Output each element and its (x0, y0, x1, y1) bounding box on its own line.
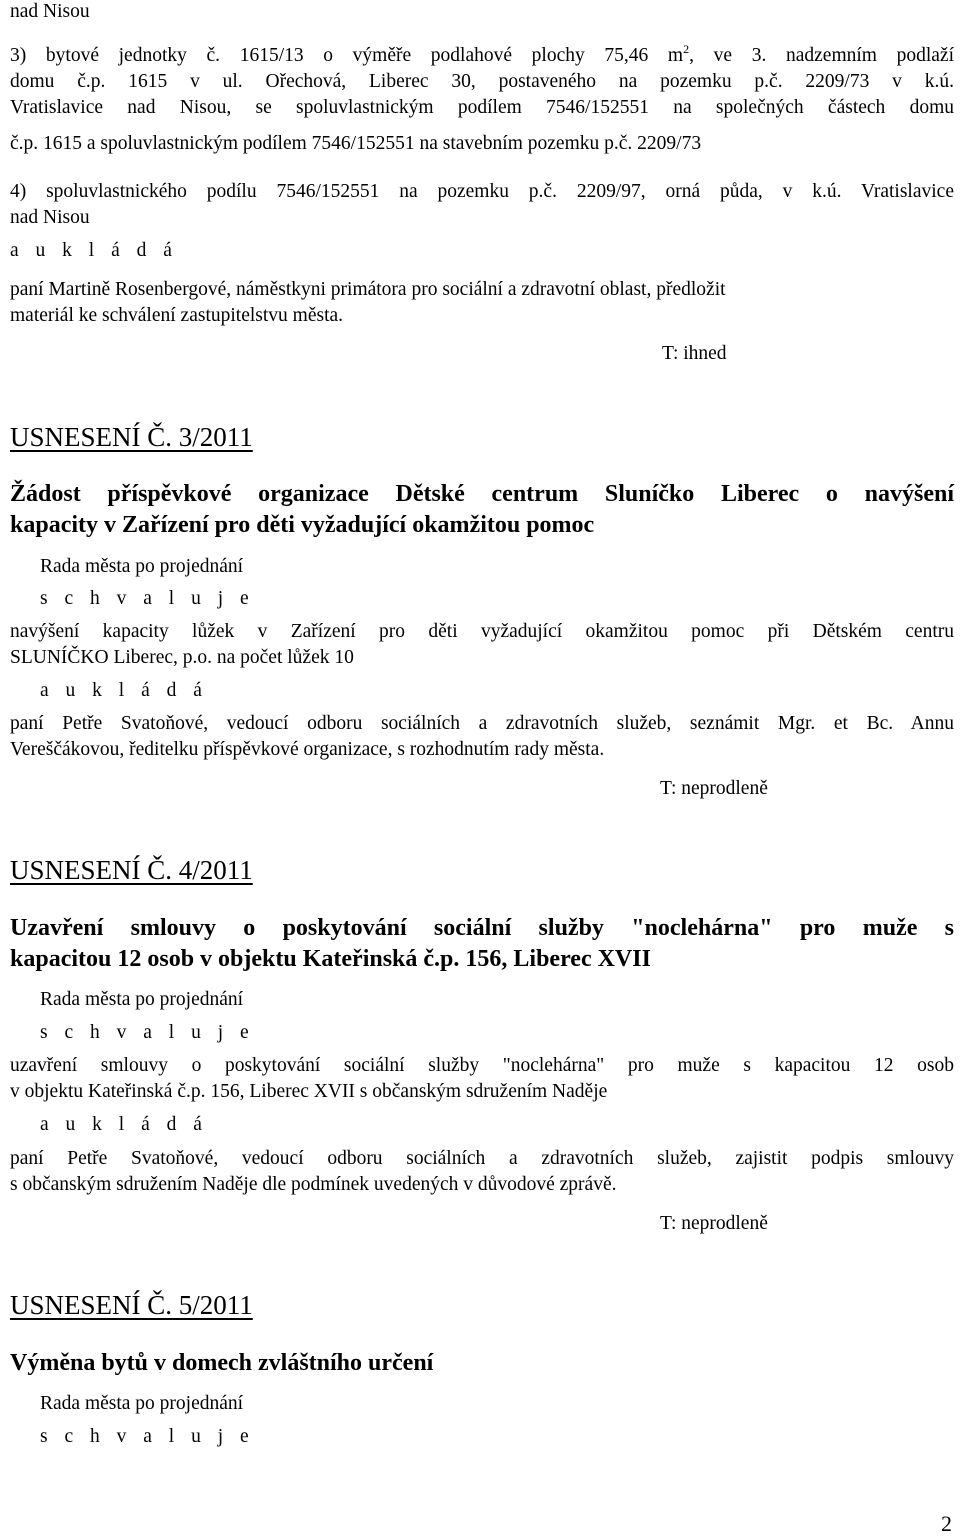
page-number: 2 (941, 1511, 952, 1536)
rada-label: Rada města po projednání (40, 556, 244, 577)
rada-label: Rada města po projednání (40, 1393, 244, 1414)
item-4-line-1: 4) spoluvlastnického podílu 7546/152551 na pozemku p.č. 2209/97, orná půda, v k.ú. Vratislavice (10, 181, 954, 202)
uklada-text-line-2: materiál ke schválení zastupitelstvu města. (10, 305, 344, 326)
text-line: nad Nisou (10, 1, 90, 22)
deadline: T: neprodleně (660, 1213, 768, 1234)
rada-label: Rada města po projednání (40, 989, 244, 1010)
schvaluje-label: s c h v a l u j e (40, 1426, 255, 1447)
item-3-line-2: domu č.p. 1615 v ul. Ořechová, Liberec 30, postaveného na pozemku p.č. 2209/73 v k.ú. (10, 71, 954, 92)
uklada-label: a u k l á d á (40, 1114, 208, 1135)
item-3-text: 3) bytové jednotky č. 1615/13 o výměře podlahové plochy 75,46 m (10, 45, 684, 66)
uklada-label: a u k l á d á (10, 240, 178, 261)
deadline: T: neprodleně (660, 778, 768, 799)
resolution-title-line-1: Uzavření smlouvy o poskytování sociální služby "noclehárna" pro muže s (10, 915, 954, 941)
item-3-line-4: č.p. 1615 a spoluvlastnickým podílem 7546/152551 na stavebním pozemku p.č. 2209/73 (10, 133, 702, 154)
resolution-title-line-2: kapacitou 12 osob v objektu Kateřinská č.p. 156, Liberec XVII (10, 946, 651, 972)
item-3-text: , ve 3. nadzemním podlaží (689, 45, 954, 66)
schvaluje-text-line-2: v objektu Kateřinská č.p. 156, Liberec XVII s občanským sdružením Naděje (10, 1081, 608, 1102)
resolution-title-line-2: kapacity v Zařízení pro děti vyžadující okamžitou pomoc (10, 512, 595, 538)
deadline: T: ihned (662, 343, 727, 364)
uklada-label: a u k l á d á (40, 680, 208, 701)
uklada-text-line-2: Vereščákovou, ředitelku příspěvkové organizace, s rozhodnutím rady města. (10, 739, 605, 760)
schvaluje-text-line-1: uzavření smlouvy o poskytování sociální služby "noclehárna" pro muže s kapacitou 12 osob (10, 1055, 954, 1076)
item-4-line-2: nad Nisou (10, 207, 90, 228)
schvaluje-label: s c h v a l u j e (40, 588, 255, 609)
resolution-title-line-1: Žádost příspěvkové organizace Dětské centrum Sluníčko Liberec o navýšení (10, 481, 954, 507)
resolution-heading: USNESENÍ Č. 3/2011 (10, 422, 253, 452)
uklada-text-line-1: paní Martině Rosenbergové, náměstkyni primátora pro sociální a zdravotní oblast, předložit (10, 279, 726, 300)
schvaluje-text-line-1: navýšení kapacity lůžek v Zařízení pro děti vyžadující okamžitou pomoc při Dětském centru (10, 621, 954, 642)
item-3-line-1 (10, 44, 954, 68)
superscript: 2 (683, 42, 690, 56)
resolution-heading: USNESENÍ Č. 4/2011 (10, 855, 253, 885)
item-3-line-3: Vratislavice nad Nisou, se spoluvlastnickým podílem 7546/152551 na společných částech domu (10, 97, 954, 118)
uklada-text-line-2: s občanským sdružením Naděje dle podmínek uvedených v důvodové zprávě. (10, 1174, 617, 1195)
resolution-heading: USNESENÍ Č. 5/2011 (10, 1290, 253, 1320)
uklada-text-line-1: paní Petře Svatoňové, vedoucí odboru sociálních a zdravotních služeb, zajistit podpis smlouvy (10, 1148, 954, 1169)
schvaluje-label: s c h v a l u j e (40, 1022, 255, 1043)
schvaluje-text-line-2: SLUNÍČKO Liberec, p.o. na počet lůžek 10 (10, 647, 354, 668)
resolution-title-line-1: Výměna bytů v domech zvláštního určení (10, 1350, 434, 1376)
uklada-text-line-1: paní Petře Svatoňové, vedoucí odboru sociálních a zdravotních služeb, seznámit Mgr. et Bc. Annu (10, 713, 954, 734)
